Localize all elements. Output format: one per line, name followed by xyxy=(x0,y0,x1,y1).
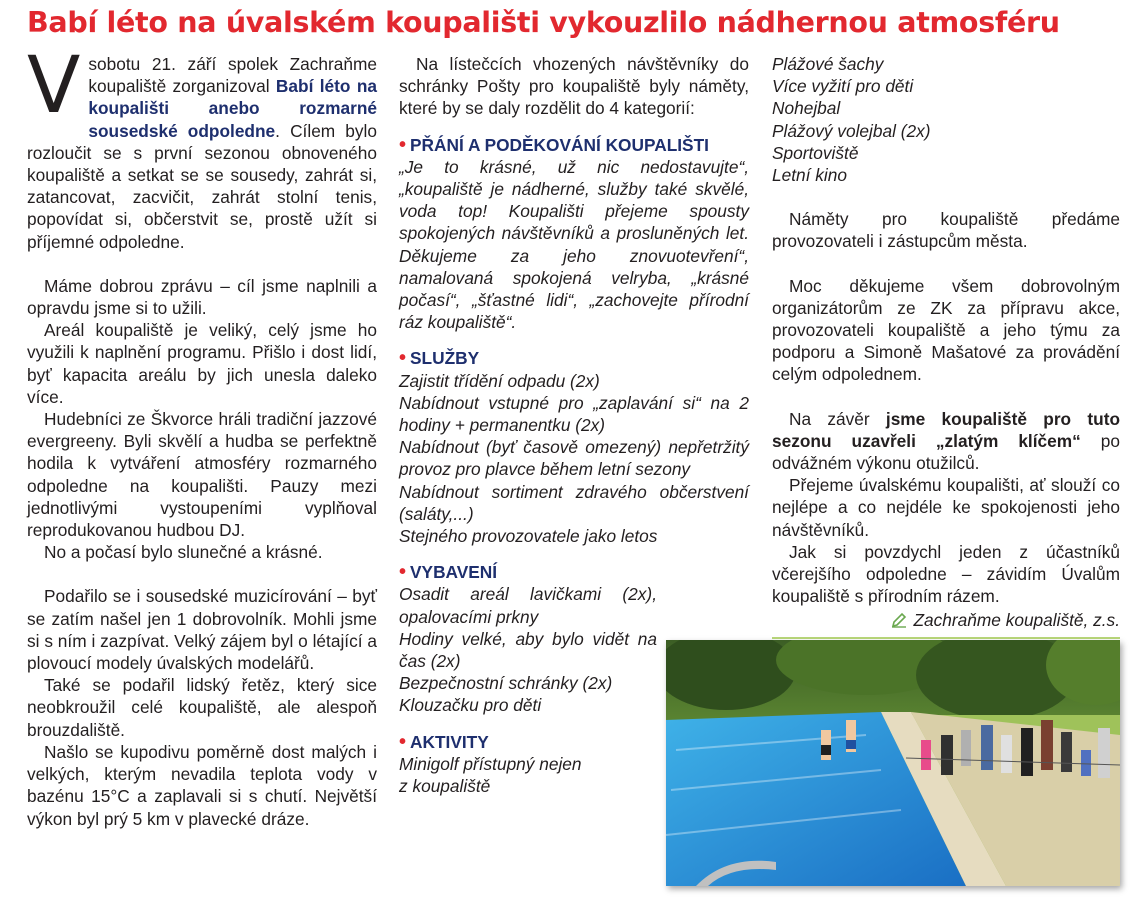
golden-key-highlight: jsme koupaliště pro tuto sezonu uzavřeli „zlatým klíčem“ xyxy=(772,408,1120,451)
col2-intro: Na lístečcích vhozených návštěvníky do schránky Pošty pro koupaliště byly náměty, které by se daly rozdělit do 4 kategorií: xyxy=(399,54,749,119)
bullet-dot: • xyxy=(399,133,407,156)
intro-text-1: sobotu 21. září spolek Zachraňme koupaliště zorganizoval xyxy=(88,54,377,97)
bullet-dot: • xyxy=(399,561,407,584)
intro-paragraph xyxy=(27,41,378,253)
intro-event-name: Babí léto na koupališti anebo rozmarné sousedské odpoledne xyxy=(88,76,377,141)
section-heading-vybaveni: • VYBAVENÍ xyxy=(399,561,498,584)
list-item: Hodiny velké, aby bylo vidět na čas (2x) xyxy=(399,628,657,672)
column-1 xyxy=(27,41,378,830)
list-item: Bezpečnostní schránky (2x) xyxy=(399,673,613,694)
swimming-pool-photo xyxy=(666,640,1120,886)
paragraph: Jak si povzdychl jeden z účastníků včerejšího odpoledne – závidím Úvalům koupaliště s přírodním rázem. xyxy=(772,541,1120,607)
list-item: Stejného provozovatele jako letos xyxy=(399,526,658,547)
pencil-icon xyxy=(891,611,907,633)
list-item: Sportoviště xyxy=(772,142,859,163)
paragraph: Přejeme úvalskému koupališti, ať slouží co nejlépe a co nejdéle ke spokojenosti jeho návštěvníků. xyxy=(772,475,1120,540)
drop-cap: V xyxy=(27,41,81,131)
paragraph: Areál koupaliště je veliký, celý jsme ho využili k naplnění programu. Přišlo i dost lidí, byť kapacita areálu by jich unesla daleko více. xyxy=(27,320,377,407)
paragraph: Podařilo se i sousedské muzicírování – byť se zatím našel jen 1 dobrovolník. Mohli jsme si s ním i zazpívat. Velký zájem byl o létající a plovoucí modely úvalských modelářů. xyxy=(27,586,377,674)
bullet-dot: • xyxy=(399,347,407,370)
author-signature: Zachraňme koupaliště, z.s. xyxy=(772,609,1120,638)
list-item: Zajistit třídění odpadu (2x) xyxy=(399,370,600,391)
paragraph: Také se podařil lidský řetěz, který sice neobkroužil celé koupaliště, ale alespoň brouzdaliště. xyxy=(27,675,377,740)
list-item: Nabídnout sortiment zdravého občerstvení (saláty,...) xyxy=(399,481,749,524)
paragraph: No a počasí bylo slunečné a krásné. xyxy=(44,542,323,563)
list-item: Nohejbal xyxy=(772,98,841,119)
bullet-dot: • xyxy=(399,730,407,753)
section-heading-aktivity: • AKTIVITY xyxy=(399,730,489,753)
section-heading-sluzby: • SLUŽBY xyxy=(399,347,480,370)
list-item: Plážový volejbal (2x) xyxy=(772,120,931,141)
paragraph: Našlo se kupodivu poměrně dost malých i velkých, kterým nevadila teplota vody v bazénu 15°C a zaplavali si s chutí. Největší výkon byl prý 5 km v plavecké dráze. xyxy=(27,741,377,829)
intro-text-2: . Cílem bylo rozloučit se s první sezonou obnoveného koupaliště a setkat se se sousedy, zahrát si, zatancovat, zacvičit, zahrát stolní tenis, popovídat si, občerstvit se, prostě užít si příjemné odpoledne. xyxy=(27,120,378,252)
column-3 xyxy=(772,53,1120,639)
section-heading-prani: • PŘÁNÍ A PODĚKOVÁNÍ KOUPALIŠTI xyxy=(399,133,709,156)
list-item: z koupaliště xyxy=(399,776,491,797)
paragraph: Máme dobrou zprávu – cíl jsme naplnili a opravdu jsme si to užili. xyxy=(27,275,377,319)
closing-paragraph: Na závěr jsme koupaliště pro tuto sezonu uzavřeli „zlatým klíčem“ po odvážném výkonu otužilců. xyxy=(772,408,1120,474)
list-item: Nabídnout vstupné pro „zaplavání si“ na 2 hodiny + permanentku (2x) xyxy=(399,392,749,436)
paragraph: Náměty pro koupaliště předáme provozovateli i zástupcům města. xyxy=(772,209,1120,252)
section-text-prani: „Je to krásné, už nic nedostavujte“, „koupaliště je nádherné, služby také skvělé, voda top! Koupališti přejeme spousty spokojených návštěvníků a prosluněných let. Děkujeme za jeho znovuotevření“, namalovaná spokojená velryba, „krásné počasí“, „šťastné lidi“, „zachovejte přírodní ráz koupaliště“. xyxy=(399,156,749,333)
paragraph: Moc děkujeme všem dobrovolným organizátorům ze ZK za přípravu akce, provozovateli koupaliště a jeho týmu za podporu a Simoně Mašatové za provádění celým odpolednem. xyxy=(772,275,1120,385)
list-item: Více vyžití pro děti xyxy=(772,76,914,97)
list-item: Letní kino xyxy=(772,165,847,186)
list-item: Nabídnout (byť časově omezený) nepřetržitý provoz pro plavce během letní sezony xyxy=(399,437,749,480)
paragraph: Hudebníci ze Škvorce hráli tradiční jazzové evergreeny. Byli skvělí a hudba se perfektně hodila k vytváření atmosféry rozmarného odpoledne na koupališti. Pauzy mezi jednotlivými vystoupeními vyplňoval reprodukovanou hudbou DJ. xyxy=(27,409,377,541)
list-item: Osadit areál lavičkami (2x), opalovacími prkny xyxy=(399,584,657,627)
list-item: Minigolf přístupný nejen xyxy=(399,753,582,774)
list-item: Plážové šachy xyxy=(772,54,884,74)
article-headline: Babí léto na úvalském koupališti vykouzlilo nádhernou atmosféru xyxy=(27,6,1060,39)
list-item: Klouzačku pro děti xyxy=(399,695,542,716)
